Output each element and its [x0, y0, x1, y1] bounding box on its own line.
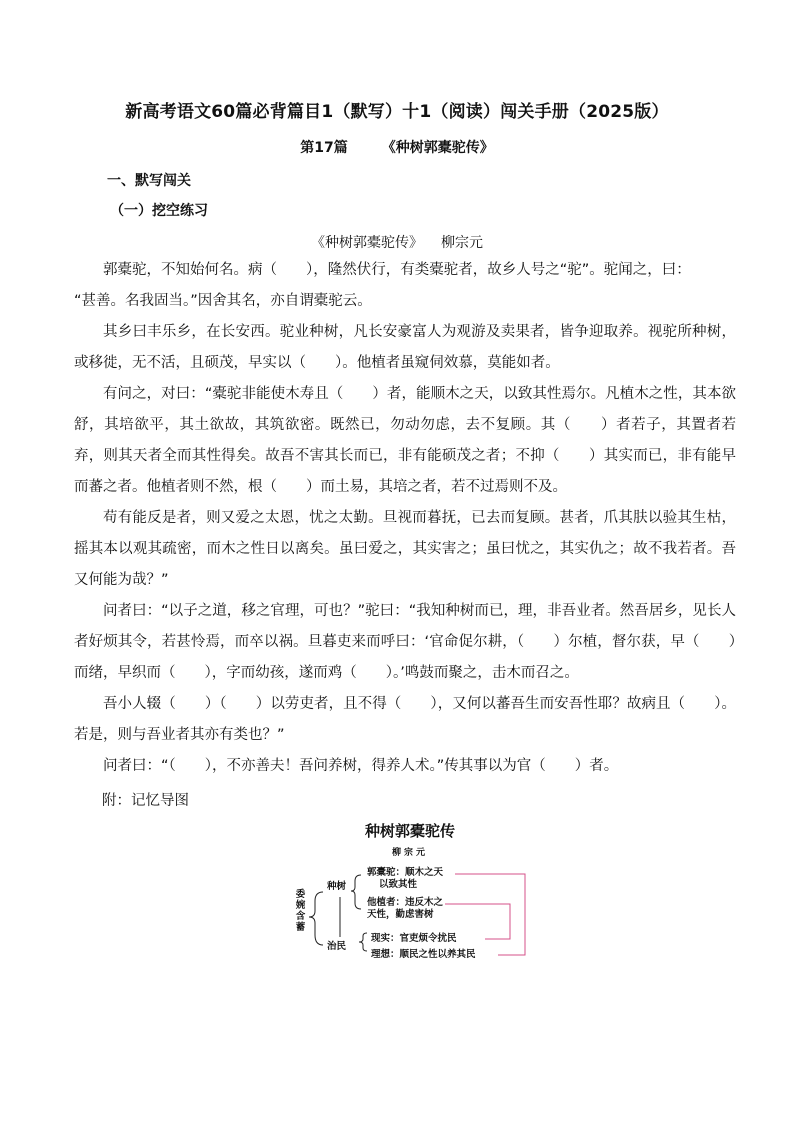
passage-body [74, 255, 736, 782]
paragraph: 其乡曰丰乐乡，在长安西。驼业种树，凡长安豪富人为观游及卖果者，皆争迎取养。视驼所种树，或移徙，无不活，且硕茂，早实以（ ）。他植者虽窥伺效慕，莫能如者。 [74, 324, 736, 371]
poem-heading [0, 232, 794, 252]
node-reality: 现实：官吏烦令扰民 [371, 933, 457, 944]
section-heading-fill-blank: （一）挖空练习 [110, 203, 208, 219]
paragraph: 问者曰：“以子之道，移之官理，可也？”驼曰：“我知种树而已，理，非吾业者。然吾居乡，见长人者好烦其令，若甚怜焉，而卒以祸。旦暮吏来而呼曰：‘官命促尔耕，（ ）尔植，督尔获，早（ ）而绪，早织而（ ），字而幼孩，遂而鸡（ ）。’鸣鼓而聚之，击木而召之。 [74, 603, 736, 681]
paragraph: 吾小人辍（ ）（ ）以劳吏者，且不得（ ），又何以蕃吾生而安吾性耶？故病且（ ）。若是，则与吾业者其亦有类也？” [74, 696, 736, 743]
section-heading-dictation: 一、默写闯关 [107, 173, 191, 189]
branch-tree-planting: 种树 [327, 881, 347, 892]
appendix-label: 附：记忆导图 [102, 793, 189, 809]
node-other-line2: 天性，勤虑害树 [367, 909, 434, 920]
theme-label: 委婉含蓄 [295, 889, 306, 933]
paragraph: 郭橐驼，不知始何名。病（ ），隆然伏行，有类橐驼者，故乡人号之“驼”。驼闻之，曰： [103, 262, 691, 278]
chapter-number: 第17篇 [300, 140, 348, 156]
poem-title: 《种树郭橐驼传》 [311, 235, 423, 251]
node-guo-line2: 以致其性 [379, 879, 418, 890]
paragraph: 有问之，对曰：“橐驼非能使木寿且（ ）者，能顺木之天，以致其性焉尔。凡植木之性，其本欲舒，其培欲平，其土欲故，其筑欲密。既然已，勿动勿虑，去不复顾。其（ ）者若子，其置者若弃，则其天者全而其性得矣。故吾不害其长而已，非有能硕茂之者；不抑（ ）其实而已，非有能早而蕃之者。他植者则不然，根（ ）而土易，其培之者，若不过焉则不及。 [74, 386, 736, 495]
mind-map-author: 柳宗元 [391, 848, 428, 858]
node-other-line1: 他植者：违反木之 [367, 897, 444, 908]
branch-governing-people: 治民 [327, 941, 347, 952]
paragraph: 苟有能反是者，则又爱之太恩，忧之太勤。旦视而暮抚，已去而复顾。甚者，爪其肤以验其生枯，摇其本以观其疏密，而木之性日以离矣。虽曰爱之，其实害之；虽曰忧之，其实仇之；故不我若者。吾又何能为哉？” [74, 510, 736, 588]
chapter-heading [0, 137, 794, 157]
document-title: 新高考语文60篇必背篇目1（默写）十1（阅读）闯关手册（2025版） [125, 102, 669, 122]
mind-map-title: 种树郭橐驼传 [364, 822, 455, 840]
node-ideal: 理想：顺民之性以养其民 [371, 949, 476, 960]
paragraph: 问者曰：“（ ），不亦善夫！吾问养树，得养人术。”传其事以为官（ ）者。 [103, 758, 619, 774]
node-guo-line1: 郭橐驼：顺木之天 [367, 867, 444, 878]
poem-author: 柳宗元 [441, 235, 483, 251]
link-lines [445, 874, 525, 955]
paragraph: “甚善。名我固当。”因舍其名，亦自谓橐驼云。 [74, 293, 372, 309]
mind-map [285, 815, 535, 975]
article-title: 《种树郭橐驼传》 [381, 140, 494, 156]
